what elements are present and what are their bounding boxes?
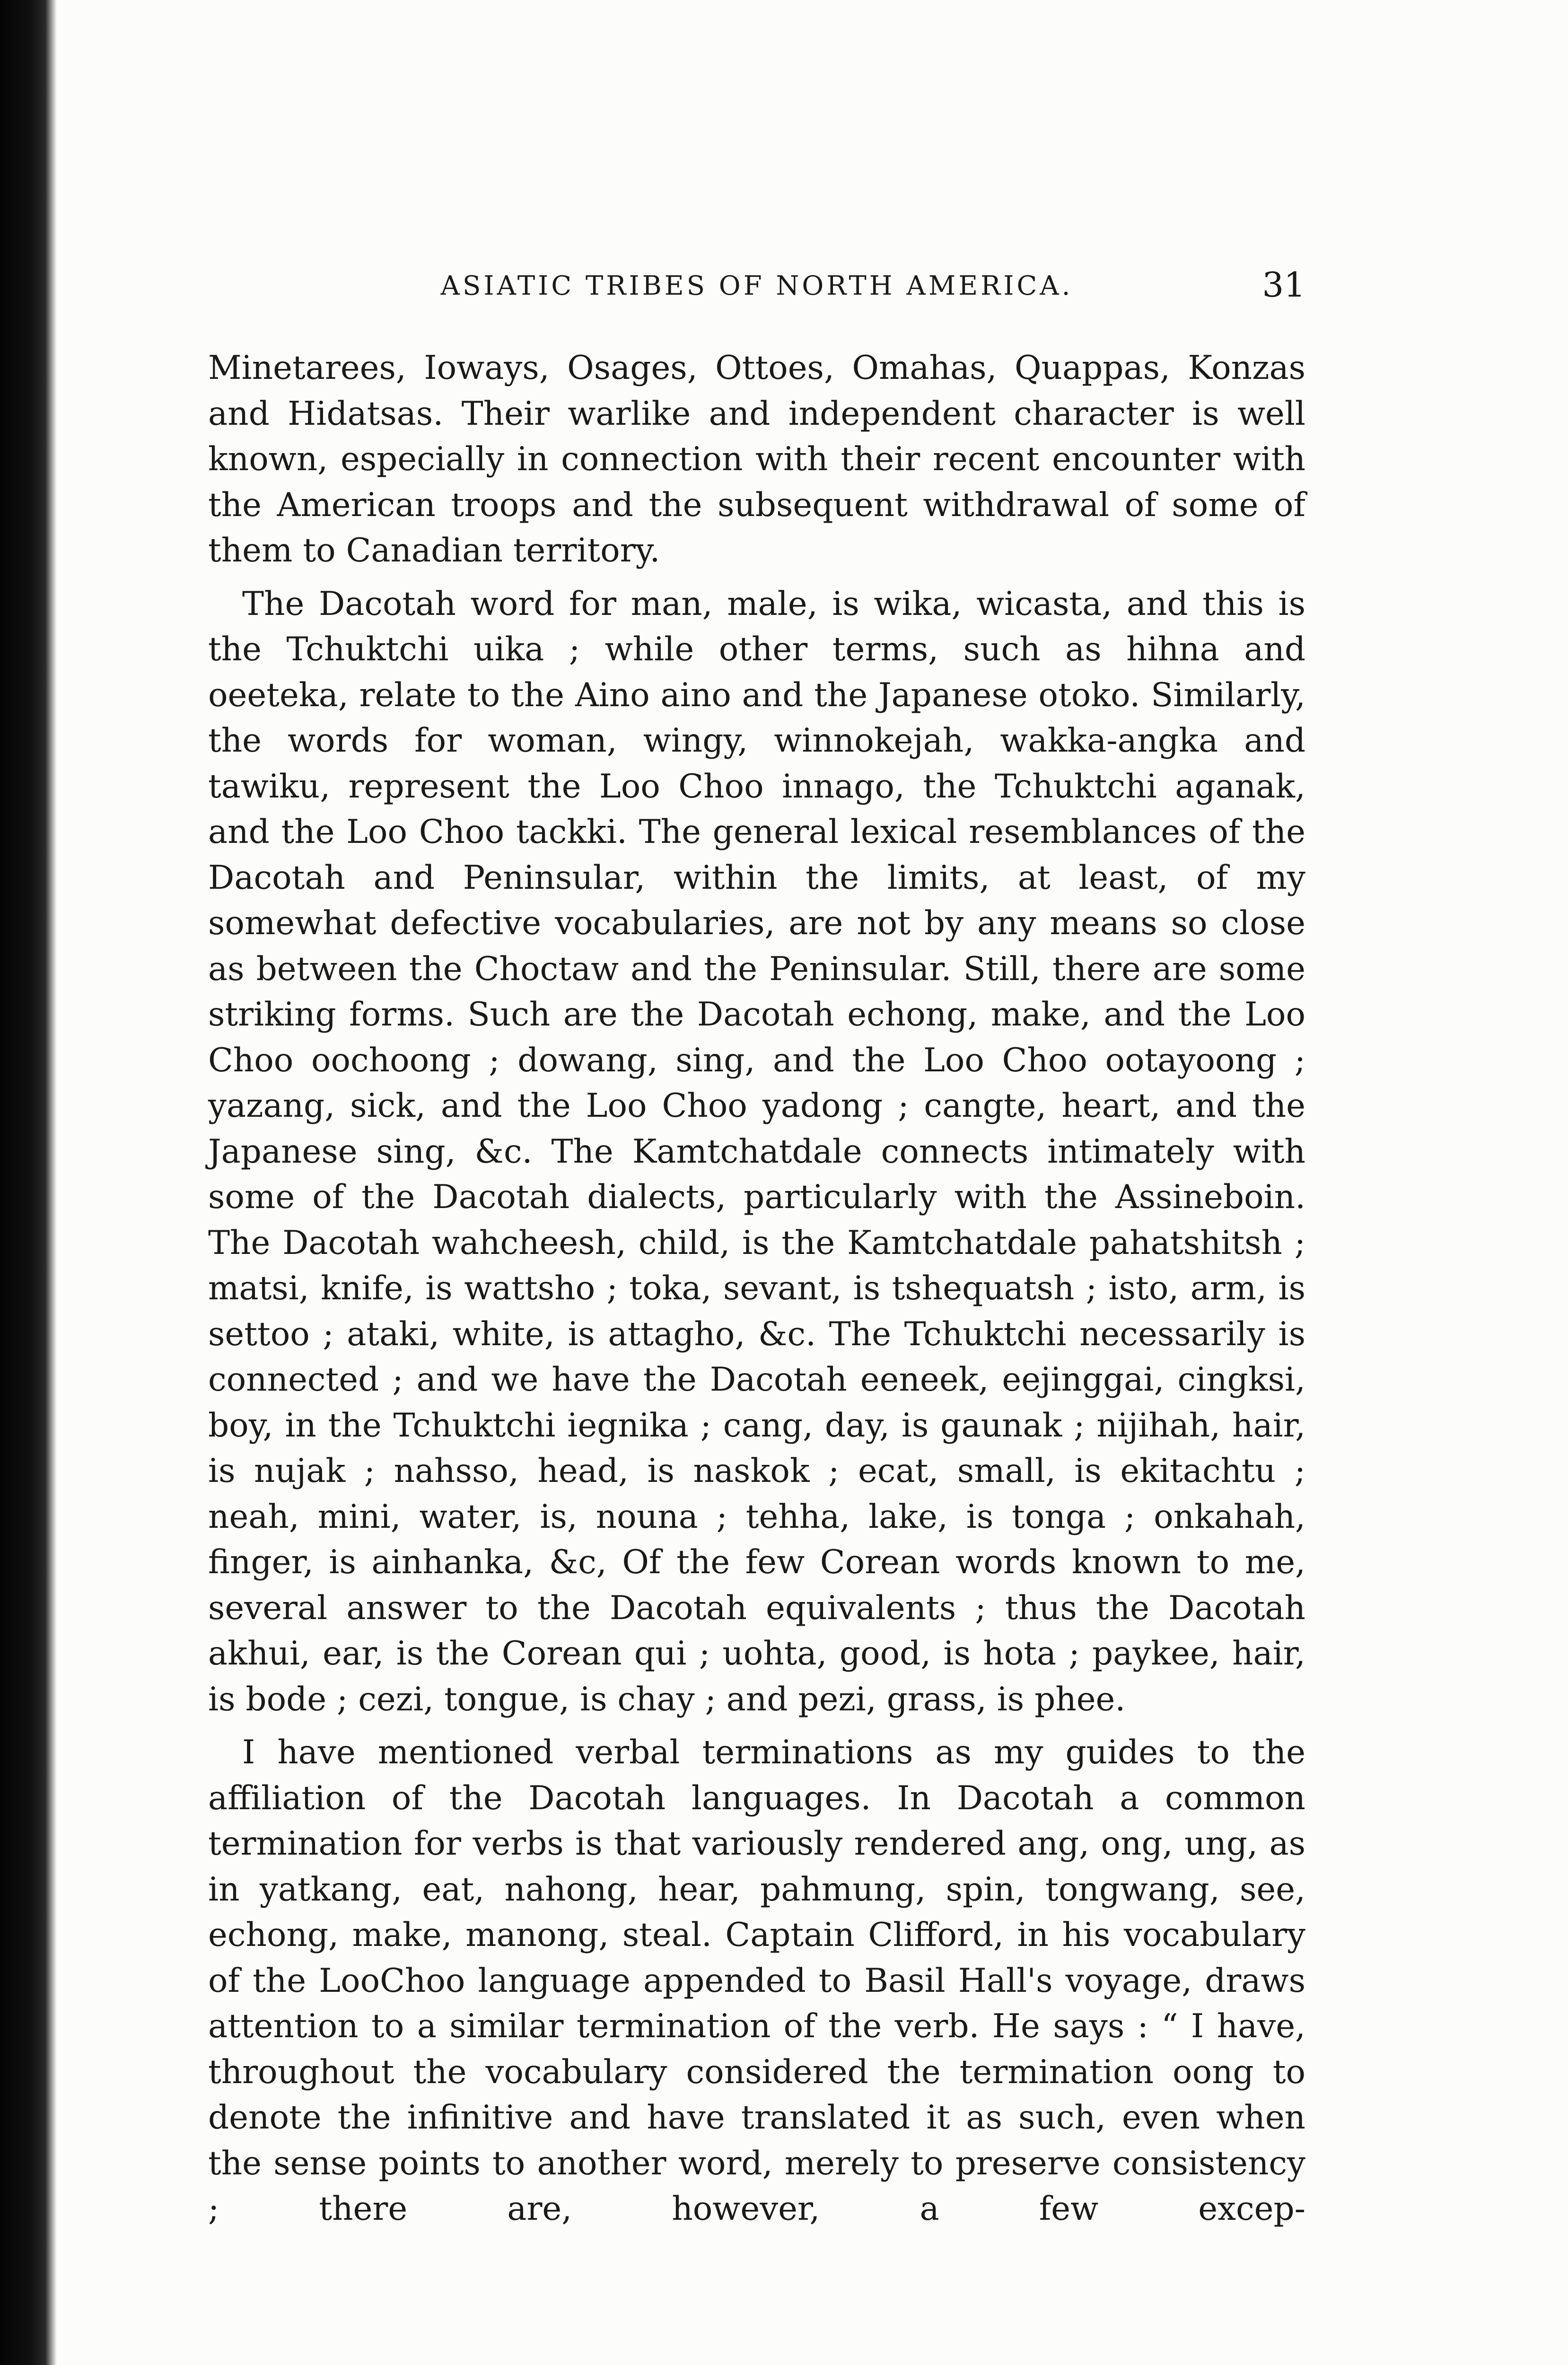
paragraph-2: The Dacotah word for man, male, is wika, wicasta, and this is the Tchuktchi uika ; while other terms, such as hihna and oeeteka, relate to the Aino aino and the Japanese otoko. Similarly, the words for woman, wingy, winnokejah, wakka-angka and tawiku, represent the Loo Choo innago, the Tchuktchi aganak, and the Loo Choo tackki. The general lexical resemblances of the Dacotah and Peninsular, within the limits, at least, of my somewhat defective vocabularies, are not by any means so close as between the Choctaw and the Peninsular. Still, there are some striking forms. Such are the Dacotah echong, make, and the Loo Choo oochoong ; dowang, sing, and the Loo Choo ootayoong ; yazang, sick, and the Loo Choo yadong ; cangte, heart, and the Japanese sing, &c. The Kamtchatdale connects intimately with some of the Dacotah dialects, particularly with the Assineboin. The Dacotah wahcheesh, child, is the Kamtchatdale pahatshitsh ; matsi, knife, is wattsho ; toka, sevant, is tshequatsh ; isto, arm, is settoo ; ataki, white, is attagho, &c. The Tchuktchi necessarily is connected ; and we have the Dacotah eeneek, eejinggai, cingksi, boy, in the Tchuktchi iegnika ; cang, day, is gaunak ; nijihah, hair, is nujak ; nahsso, head, is naskok ; ecat, small, is ekitachtu ; neah, mini, water, is, nouna ; tehha, lake, is tonga ; onkahah, finger, is ainhanka, &c, Of the few Corean words known to me, several answer to the Dacotah equivalents ; thus the Dacotah akhui, ear, is the Corean qui ; uohta, good, is hota ; paykee, hair, is bode ; cezi, tongue, is chay ; and pezi, grass, is phee. bbox=[208, 585, 1305, 1718]
page-number: 31 bbox=[1262, 265, 1305, 305]
paragraph-3: I have mentioned verbal terminations as my guides to the affiliation of the Dacotah languages. In Dacotah a common termination for verbs is that variously rendered ang, ong, ung, as in yatkang, eat, nahong, hear, pahmung, spin, tongwang, see, echong, make, manong, steal. Captain Clifford, in his vocabulary of the LooChoo language appended to Basil Hall's voyage, draws attention to a similar termination of the verb. He says : “ I have, throughout the vocabulary considered the termination oong to denote the infinitive and have translated it as such, even when the sense points to another word, merely to preserve consistency ; there are, however, a few excep- bbox=[208, 1734, 1305, 2228]
running-head bbox=[208, 265, 1305, 307]
paragraph-1: Minetarees, Ioways, Osages, Ottoes, Omahas, Quappas, Konzas and Hidatsas. Their warlike and independent character is well known, especially in connection with their recent encounter with the American troops and the subsequent withdrawal of some of them to Canadian territory. bbox=[208, 349, 1305, 569]
binding-edge bbox=[0, 0, 57, 2365]
running-title: ASIATIC TRIBES OF NORTH AMERICA. bbox=[440, 271, 1073, 301]
body-text bbox=[208, 345, 1305, 2240]
